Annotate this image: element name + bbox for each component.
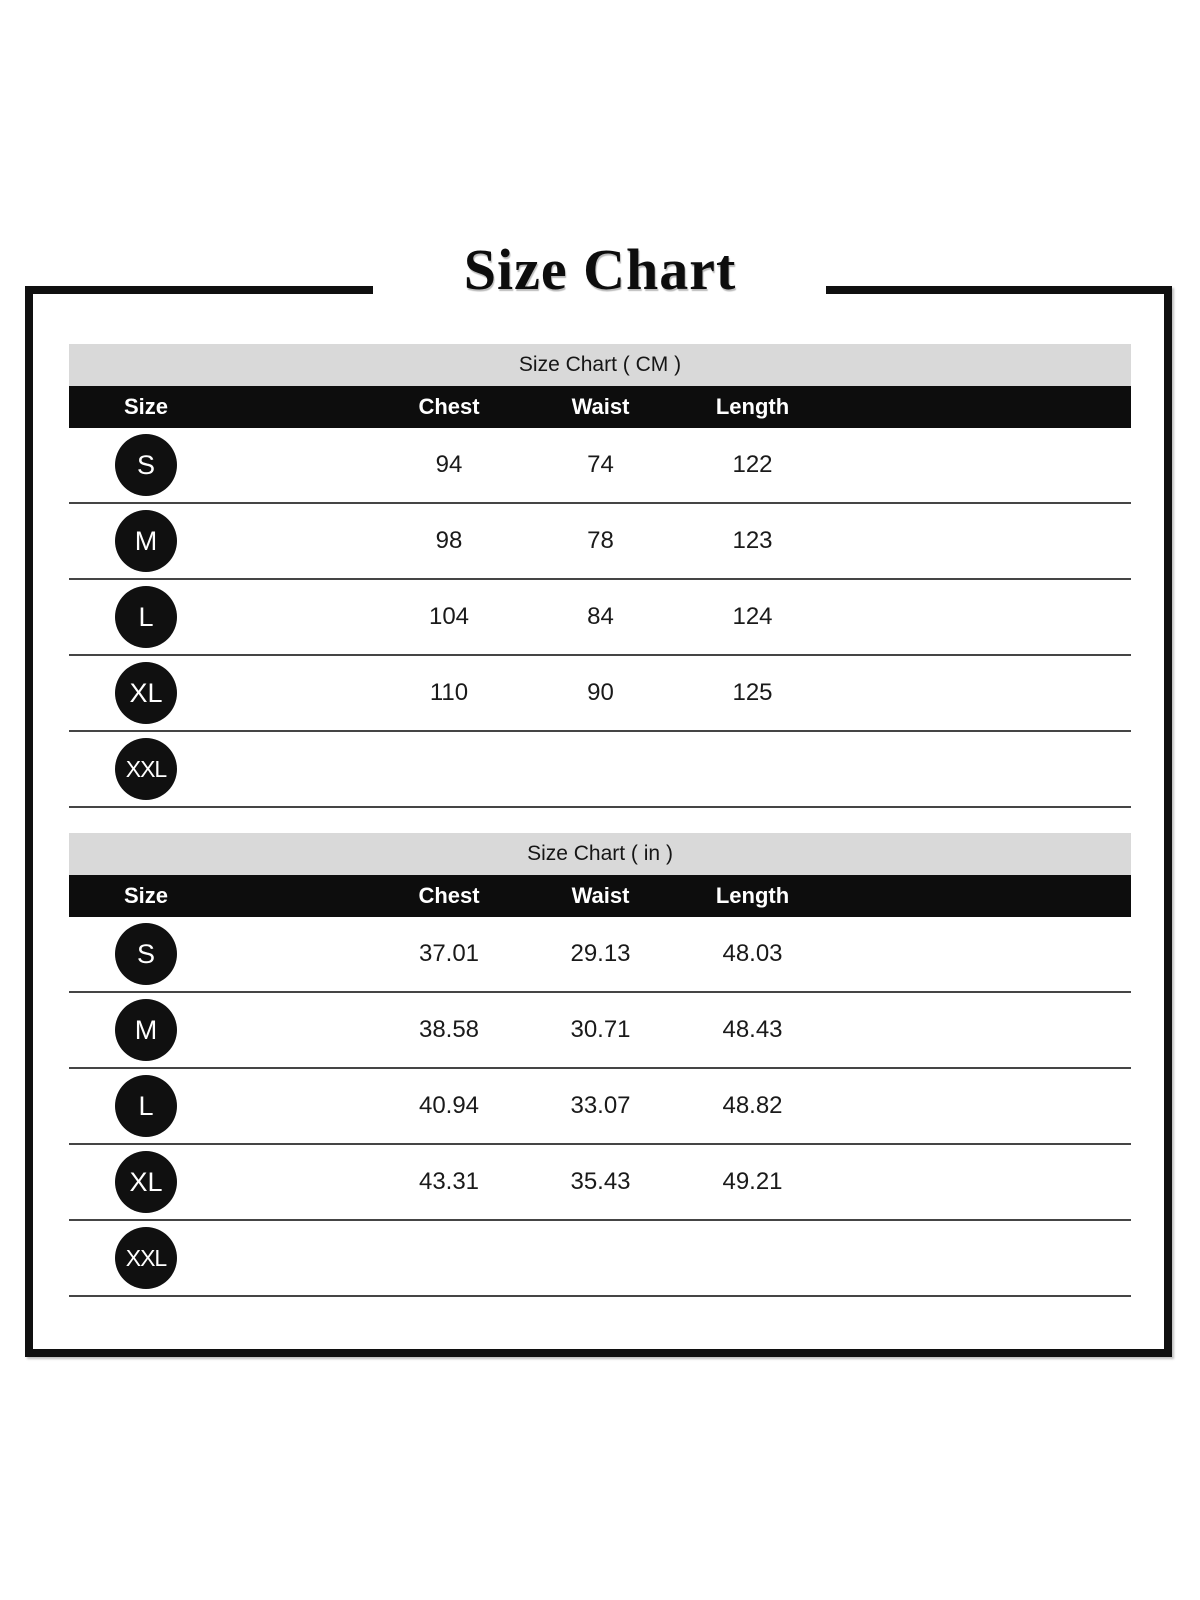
cell-length: 48.82 — [722, 1092, 783, 1119]
col-header-chest: Chest — [418, 883, 480, 908]
size-badge: L — [115, 586, 177, 648]
page-title: Size Chart — [463, 237, 737, 302]
cell-waist: 29.13 — [570, 940, 631, 967]
col-header-chest: Chest — [418, 394, 480, 419]
table-row-xxl — [69, 1221, 1131, 1297]
col-header-waist: Waist — [571, 883, 630, 908]
size-badge: M — [115, 999, 177, 1061]
table-row-s — [69, 428, 1131, 504]
cell-waist: 30.71 — [570, 1016, 631, 1043]
table-row-xl — [69, 1145, 1131, 1221]
col-header-size: Size — [123, 883, 169, 908]
cell-waist: 84 — [587, 603, 614, 630]
cell-chest: 110 — [429, 679, 469, 706]
size-badge: XL — [115, 662, 177, 724]
cell-chest: 98 — [435, 527, 463, 554]
cell-length: 48.43 — [722, 1016, 783, 1043]
cell-waist: 74 — [587, 451, 614, 478]
cell-chest: 37.01 — [418, 940, 480, 967]
cell-chest: 40.94 — [418, 1092, 480, 1119]
size-badge: XXL — [115, 1227, 177, 1289]
table-in-caption: Size Chart ( in ) — [69, 833, 1131, 875]
table-row-s — [69, 917, 1131, 993]
cell-chest: 94 — [435, 451, 463, 478]
col-header-length: Length — [715, 394, 790, 419]
size-badge: M — [115, 510, 177, 572]
size-badge: XXL — [115, 738, 177, 800]
cell-length: 122 — [732, 451, 773, 478]
table-row-xxl — [69, 732, 1131, 808]
col-header-waist: Waist — [571, 394, 630, 419]
cell-chest: 38.58 — [418, 1016, 480, 1043]
cell-waist: 78 — [587, 527, 614, 554]
size-badge: S — [115, 434, 177, 496]
cell-length: 124 — [732, 603, 773, 630]
cell-waist: 33.07 — [570, 1092, 631, 1119]
size-table-cm — [69, 344, 1131, 808]
table-row-xl — [69, 656, 1131, 732]
table-cm-caption: Size Chart ( CM ) — [69, 344, 1131, 386]
cell-length: 123 — [732, 527, 773, 554]
col-header-size: Size — [123, 394, 169, 419]
table-in-header-row — [69, 875, 1131, 917]
size-badge: XL — [115, 1151, 177, 1213]
cell-waist: 90 — [587, 679, 614, 706]
cell-waist: 35.43 — [570, 1168, 631, 1195]
table-cm-header-row — [69, 386, 1131, 428]
cell-length: 125 — [732, 679, 773, 706]
table-row-m — [69, 504, 1131, 580]
table-row-l — [69, 580, 1131, 656]
cell-length: 48.03 — [722, 940, 783, 967]
cell-chest: 43.31 — [418, 1168, 480, 1195]
col-header-length: Length — [715, 883, 790, 908]
cell-length: 49.21 — [722, 1168, 783, 1195]
size-badge: S — [115, 923, 177, 985]
cell-chest: 104 — [428, 603, 470, 630]
table-row-l — [69, 1069, 1131, 1145]
size-table-in — [69, 833, 1131, 1297]
size-badge: L — [115, 1075, 177, 1137]
table-row-m — [69, 993, 1131, 1069]
